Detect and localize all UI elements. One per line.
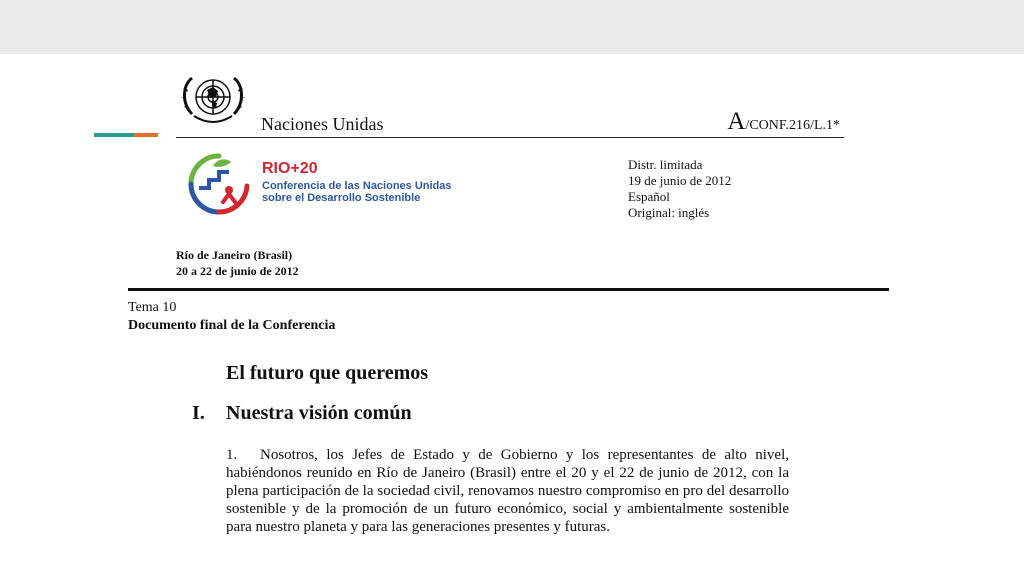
section-divider	[128, 288, 889, 291]
conference-logo-line-1: Conferencia de las Naciones Unidas	[262, 180, 452, 192]
agenda-item: Tema 10	[128, 300, 177, 315]
agenda-block	[128, 299, 335, 335]
paragraph-number: 1.	[226, 447, 238, 463]
top-toolbar-bar	[0, 0, 1024, 54]
distribution-status: Distr. limitada	[628, 157, 703, 172]
document-title: El futuro que queremos	[226, 362, 429, 384]
distribution-date: 19 de junio de 2012	[628, 173, 732, 188]
venue-block	[176, 247, 299, 279]
distribution-block	[628, 157, 731, 221]
venue-place: Río de Janeiro (Brasil)	[176, 248, 293, 262]
distribution-language: Español	[628, 189, 670, 204]
header-divider	[176, 137, 844, 138]
accent-bar-teal	[94, 133, 134, 137]
organization-name: Naciones Unidas	[261, 114, 384, 134]
paragraph-text: Nosotros, los Jefes de Estado y de Gobierno y los representantes de alto nivel, habiéndonos reunido en Río de Janeiro (Brasil) entre el 20 y el 22 de junio de 2012, con la plena participación de la sociedad civil, renovamos nuestro compromiso en pro del desarrollo sostenible y de la promoción de un futuro económico, social y ambientalmente sostenible para nuestro planeta y para las generaciones presentes y futuras.	[226, 447, 789, 535]
section-title: Nuestra visión común	[226, 402, 412, 424]
document-symbol-rest: /CONF.216/L.1*	[745, 118, 840, 133]
document-symbol	[727, 108, 840, 136]
accent-bar-orange	[134, 133, 158, 137]
un-emblem-icon	[176, 70, 250, 132]
venue-dates: 20 a 22 de junio de 2012	[176, 264, 299, 278]
document-symbol-prefix: A	[727, 108, 746, 135]
conference-logo-title: RIO+20	[262, 160, 318, 177]
paragraph	[226, 446, 789, 536]
rio20-logo-icon	[183, 150, 255, 216]
distribution-original: Original: inglés	[628, 205, 710, 220]
conference-logo-line-2: sobre el Desarrollo Sostenible	[262, 192, 421, 204]
section-number: I.	[192, 402, 205, 424]
agenda-item-title: Documento final de la Conferencia	[128, 318, 336, 333]
